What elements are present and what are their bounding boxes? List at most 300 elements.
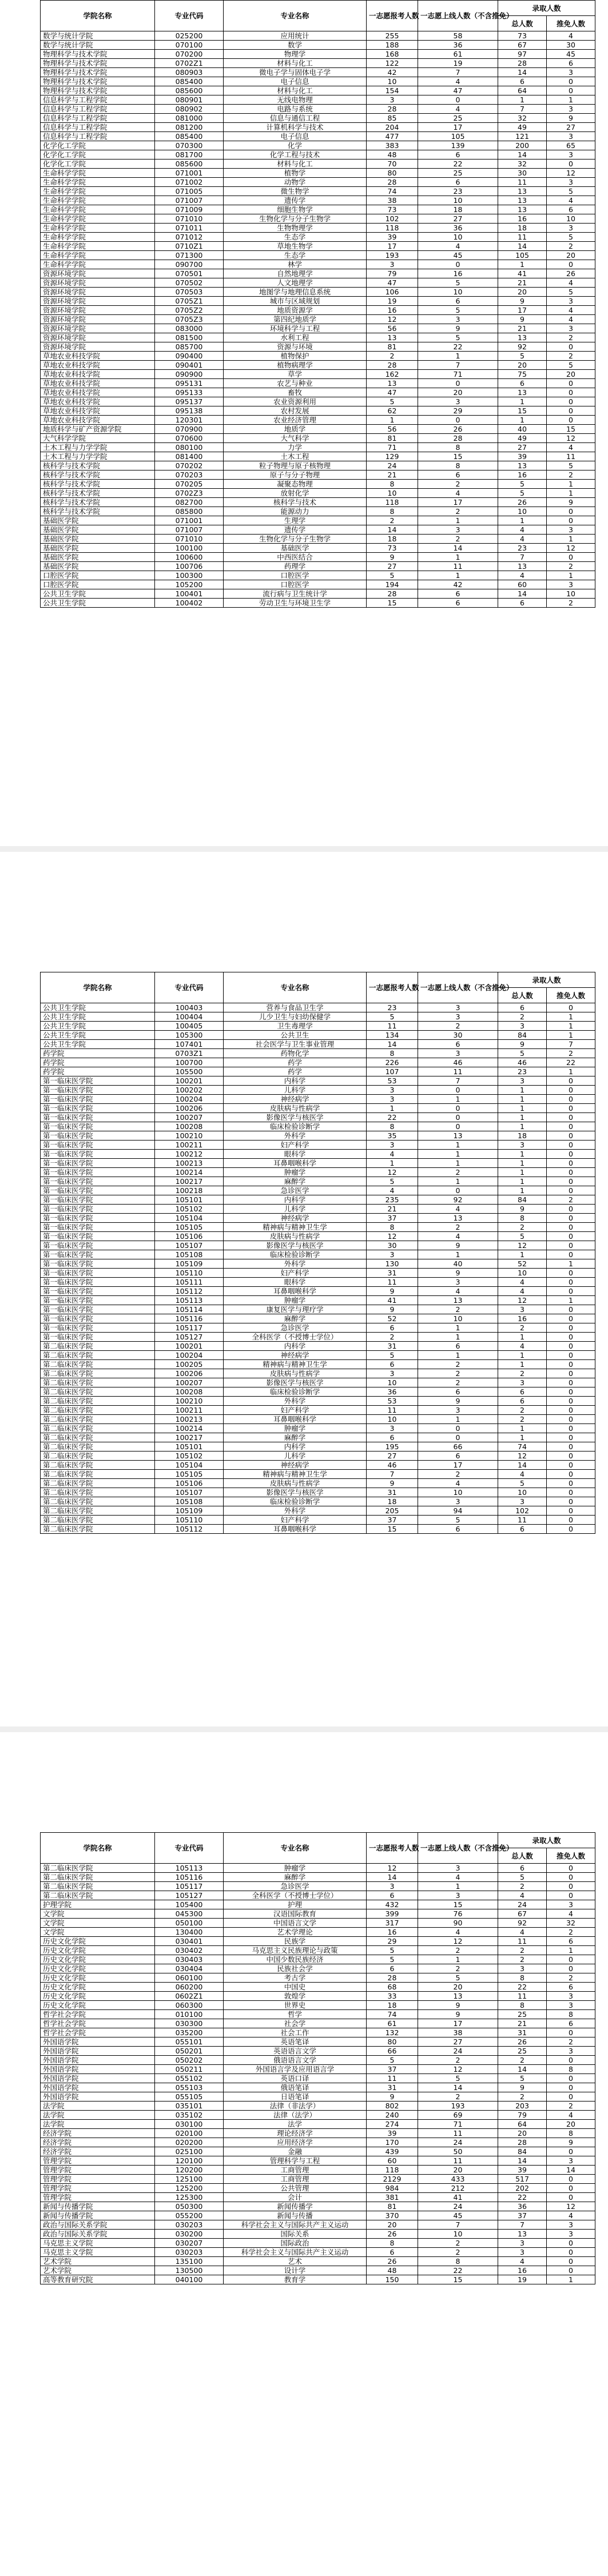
- cell-recommended: 10: [547, 214, 595, 224]
- table-row: [41, 2001, 595, 2010]
- cell-college: 历史文化学院: [41, 1955, 155, 1964]
- cell-major: 麻醉学: [224, 1873, 367, 1882]
- cell-college: 生命科学学院: [41, 224, 155, 233]
- table-row: [41, 2010, 595, 2019]
- cell-code: 105117: [155, 1323, 224, 1333]
- cell-college: 生命科学学院: [41, 187, 155, 196]
- cell-above-line: 15: [418, 1900, 498, 1909]
- cell-first-choice: 80: [367, 169, 418, 178]
- cell-above-line: 4: [418, 1479, 498, 1488]
- cell-above-line: 4: [418, 1205, 498, 1214]
- table-row: [41, 2184, 595, 2193]
- table-row: [41, 1369, 595, 1378]
- cell-first-choice: 14: [367, 1040, 418, 1049]
- cell-college: 历史文化学院: [41, 1983, 155, 1992]
- cell-above-line: 2: [418, 1470, 498, 1479]
- cell-first-choice: 14: [367, 525, 418, 535]
- cell-total: 16: [498, 214, 547, 224]
- cell-recommended: 4: [547, 1909, 595, 1919]
- cell-above-line: 14: [418, 544, 498, 553]
- table-row: [41, 2129, 595, 2138]
- cell-first-choice: 8: [367, 507, 418, 516]
- cell-first-choice: 62: [367, 406, 418, 416]
- table-row: [41, 2166, 595, 2175]
- cell-total: 67: [498, 41, 547, 50]
- cell-first-choice: 130: [367, 1259, 418, 1269]
- cell-major: 社会医学与卫生事业管理: [224, 1040, 367, 1049]
- cell-first-choice: 81: [367, 434, 418, 443]
- cell-total: 1: [498, 1351, 547, 1360]
- cell-above-line: 0: [418, 1113, 498, 1122]
- cell-above-line: 14: [418, 2083, 498, 2092]
- cell-first-choice: 3: [367, 1250, 418, 1259]
- cell-college: 草地农业科技学院: [41, 397, 155, 406]
- cell-first-choice: 477: [367, 132, 418, 141]
- header-recommended: 推免人数: [547, 988, 595, 1003]
- cell-major: 工商管理: [224, 2166, 367, 2175]
- table-page-2: [40, 972, 595, 1534]
- table-row: [41, 251, 595, 260]
- cell-code: 095133: [155, 388, 224, 397]
- cell-code: 071002: [155, 178, 224, 187]
- cell-above-line: 9: [418, 1269, 498, 1278]
- cell-first-choice: 17: [367, 242, 418, 251]
- cell-above-line: 0: [418, 1122, 498, 1131]
- cell-major: 药学: [224, 1067, 367, 1076]
- cell-recommended: 0: [547, 86, 595, 95]
- cell-code: 105108: [155, 1497, 224, 1506]
- cell-major: 城市与区域规划: [224, 297, 367, 306]
- cell-recommended: 0: [547, 1506, 595, 1516]
- table-row: [41, 2220, 595, 2230]
- cell-recommended: 2: [547, 352, 595, 361]
- cell-major: 凝聚态物理: [224, 480, 367, 489]
- cell-college: 历史文化学院: [41, 2001, 155, 2010]
- cell-recommended: 12: [547, 2202, 595, 2211]
- cell-major: 大气科学: [224, 434, 367, 443]
- cell-major: 法律（法学）: [224, 2111, 367, 2120]
- cell-college: 生命科学学院: [41, 242, 155, 251]
- table-row: [41, 169, 595, 178]
- table-row: [41, 1104, 595, 1113]
- cell-major: 俄语语言文学: [224, 2056, 367, 2065]
- cell-recommended: 1: [547, 1031, 595, 1040]
- cell-code: 100201: [155, 1342, 224, 1351]
- table-row: [41, 1003, 595, 1012]
- table-page-3: [40, 1832, 595, 2284]
- cell-total: 4: [498, 1287, 547, 1296]
- cell-total: 3: [498, 2239, 547, 2248]
- cell-recommended: 0: [547, 1964, 595, 1973]
- cell-above-line: 50: [418, 2147, 498, 2156]
- table-row: [41, 470, 595, 480]
- cell-total: 60: [498, 580, 547, 589]
- cell-code: 100100: [155, 544, 224, 553]
- cell-first-choice: 28: [367, 361, 418, 370]
- cell-first-choice: 18: [367, 1497, 418, 1506]
- cell-first-choice: 56: [367, 324, 418, 333]
- cell-recommended: 2: [547, 470, 595, 480]
- cell-total: 1: [498, 397, 547, 406]
- cell-major: 应用经济学: [224, 2138, 367, 2147]
- cell-first-choice: 5: [367, 1946, 418, 1955]
- cell-code: 100213: [155, 1159, 224, 1168]
- cell-above-line: 2: [418, 2239, 498, 2248]
- cell-total: 6: [498, 1387, 547, 1397]
- cell-major: 口腔医学: [224, 580, 367, 589]
- cell-code: 030402: [155, 1946, 224, 1955]
- cell-recommended: 1: [547, 1296, 595, 1305]
- cell-college: 生命科学学院: [41, 214, 155, 224]
- cell-first-choice: 9: [367, 553, 418, 562]
- cell-above-line: 71: [418, 370, 498, 379]
- cell-code: 100706: [155, 562, 224, 571]
- cell-above-line: 6: [418, 1387, 498, 1397]
- table-row: [41, 1278, 595, 1287]
- table-row: [41, 489, 595, 498]
- cell-major: 法学: [224, 2120, 367, 2129]
- cell-first-choice: 6: [367, 2248, 418, 2257]
- cell-code: 107401: [155, 1040, 224, 1049]
- cell-recommended: 0: [547, 1882, 595, 1891]
- cell-first-choice: 5: [367, 571, 418, 580]
- table-row: [41, 2175, 595, 2184]
- cell-recommended: 2: [547, 562, 595, 571]
- cell-code: 100211: [155, 1141, 224, 1150]
- cell-code: 105102: [155, 1205, 224, 1214]
- cell-code: 105117: [155, 1882, 224, 1891]
- cell-recommended: 3: [547, 105, 595, 114]
- table-row: [41, 1378, 595, 1387]
- table-row: [41, 141, 595, 150]
- cell-first-choice: 381: [367, 2193, 418, 2202]
- cell-total: 1: [498, 1333, 547, 1342]
- cell-total: 25: [498, 2047, 547, 2056]
- cell-major: 管理科学与工程: [224, 2156, 367, 2166]
- cell-above-line: 38: [418, 2028, 498, 2037]
- cell-college: 第二临床医学院: [41, 1424, 155, 1433]
- cell-above-line: 105: [418, 132, 498, 141]
- cell-above-line: 1: [418, 1177, 498, 1186]
- cell-above-line: 71: [418, 2120, 498, 2129]
- cell-recommended: 0: [547, 1424, 595, 1433]
- cell-total: 40: [498, 425, 547, 434]
- cell-recommended: 0: [547, 1497, 595, 1506]
- cell-recommended: 1: [547, 1012, 595, 1022]
- cell-above-line: 13: [418, 1296, 498, 1305]
- cell-college: 资源环境学院: [41, 342, 155, 352]
- cell-recommended: 3: [547, 1992, 595, 2001]
- cell-total: 1: [498, 1250, 547, 1259]
- cell-code: 081000: [155, 114, 224, 123]
- table-row: [41, 178, 595, 187]
- cell-total: 14: [498, 2156, 547, 2166]
- cell-total: 13: [498, 388, 547, 397]
- table-row: [41, 278, 595, 288]
- cell-college: 公共卫生学院: [41, 589, 155, 599]
- cell-first-choice: 12: [367, 1168, 418, 1177]
- cell-above-line: 92: [418, 1195, 498, 1205]
- cell-code: 071001: [155, 516, 224, 525]
- cell-total: 2: [498, 2092, 547, 2102]
- cell-recommended: 4: [547, 31, 595, 41]
- cell-college: 第一临床医学院: [41, 1095, 155, 1104]
- cell-first-choice: 81: [367, 2202, 418, 2211]
- table-row: [41, 1983, 595, 1992]
- cell-recommended: 2: [547, 1195, 595, 1205]
- cell-recommended: 22: [547, 1058, 595, 1067]
- cell-above-line: 19: [418, 59, 498, 68]
- cell-college: 草地农业科技学院: [41, 370, 155, 379]
- cell-above-line: 1: [418, 1159, 498, 1168]
- cell-college: 大气科学学院: [41, 434, 155, 443]
- cell-first-choice: 31: [367, 1269, 418, 1278]
- cell-first-choice: 11: [367, 1406, 418, 1415]
- cell-college: 草地农业科技学院: [41, 388, 155, 397]
- cell-above-line: 25: [418, 114, 498, 123]
- cell-major: 英语口译: [224, 2074, 367, 2083]
- cell-above-line: 0: [418, 416, 498, 425]
- table-row: [41, 1351, 595, 1360]
- cell-code: 105106: [155, 1232, 224, 1241]
- cell-major: 俄语笔译: [224, 2083, 367, 2092]
- cell-college: 基础医学院: [41, 553, 155, 562]
- cell-college: 信息科学与工程学院: [41, 114, 155, 123]
- cell-total: 2: [498, 1369, 547, 1378]
- cell-recommended: 9: [547, 114, 595, 123]
- cell-major: 公共卫生: [224, 1031, 367, 1040]
- table-row: [41, 406, 595, 416]
- cell-above-line: 22: [418, 159, 498, 169]
- cell-major: 中国语言文学: [224, 1919, 367, 1928]
- cell-first-choice: 204: [367, 123, 418, 132]
- cell-first-choice: 3: [367, 1424, 418, 1433]
- cell-college: 第二临床医学院: [41, 1342, 155, 1351]
- cell-first-choice: 168: [367, 50, 418, 59]
- cell-college: 信息科学与工程学院: [41, 123, 155, 132]
- cell-above-line: 94: [418, 1506, 498, 1516]
- cell-college: 法学院: [41, 2120, 155, 2129]
- cell-recommended: 3: [547, 2001, 595, 2010]
- cell-college: 生命科学学院: [41, 260, 155, 269]
- cell-major: 耳鼻咽喉科学: [224, 1287, 367, 1296]
- cell-major: 康复医学与理疗学: [224, 1305, 367, 1314]
- cell-college: 第一临床医学院: [41, 1122, 155, 1131]
- cell-code: 070203: [155, 470, 224, 480]
- cell-recommended: 1: [547, 95, 595, 105]
- cell-code: 030100: [155, 2120, 224, 2129]
- cell-total: 49: [498, 123, 547, 132]
- cell-code: 0702Z1: [155, 59, 224, 68]
- cell-recommended: 65: [547, 141, 595, 150]
- cell-above-line: 11: [418, 1067, 498, 1076]
- cell-college: 信息科学与工程学院: [41, 95, 155, 105]
- cell-total: 13: [498, 461, 547, 470]
- cell-recommended: 4: [547, 2111, 595, 2120]
- table-row: [41, 68, 595, 77]
- cell-total: 1: [498, 1360, 547, 1369]
- table-row: [41, 288, 595, 297]
- cell-total: 7: [498, 105, 547, 114]
- cell-major: 材料与化工: [224, 59, 367, 68]
- cell-first-choice: 8: [367, 1223, 418, 1232]
- cell-above-line: 2: [418, 1305, 498, 1314]
- cell-total: 3: [498, 1141, 547, 1150]
- cell-college: 第二临床医学院: [41, 1461, 155, 1470]
- cell-total: 1: [498, 416, 547, 425]
- cell-code: 105105: [155, 1223, 224, 1232]
- cell-major: 临床检验诊断学: [224, 1497, 367, 1506]
- cell-recommended: 0: [547, 1864, 595, 1873]
- cell-above-line: 0: [418, 1186, 498, 1195]
- cell-first-choice: 14: [367, 1873, 418, 1882]
- cell-recommended: 0: [547, 1525, 595, 1534]
- cell-first-choice: 28: [367, 178, 418, 187]
- cell-major: 临床检验诊断学: [224, 1387, 367, 1397]
- cell-code: 105113: [155, 1864, 224, 1873]
- cell-first-choice: 71: [367, 443, 418, 452]
- cell-code: 080100: [155, 443, 224, 452]
- cell-recommended: 0: [547, 1278, 595, 1287]
- cell-major: 肿瘤学: [224, 1424, 367, 1433]
- cell-college: 公共卫生学院: [41, 599, 155, 608]
- cell-major: 计算机科学与技术: [224, 123, 367, 132]
- cell-first-choice: 41: [367, 1296, 418, 1305]
- cell-code: 071005: [155, 187, 224, 196]
- cell-code: 060100: [155, 1973, 224, 1983]
- cell-college: 药学院: [41, 1067, 155, 1076]
- cell-total: 10: [498, 507, 547, 516]
- cell-above-line: 9: [418, 2001, 498, 2010]
- cell-first-choice: 5: [367, 1012, 418, 1022]
- cell-major: 中国史: [224, 1983, 367, 1992]
- cell-above-line: 6: [418, 178, 498, 187]
- cell-recommended: 3: [547, 324, 595, 333]
- cell-major: 外科学: [224, 1397, 367, 1406]
- cell-recommended: 0: [547, 1177, 595, 1186]
- cell-total: 10: [498, 1488, 547, 1497]
- cell-above-line: 12: [418, 2065, 498, 2074]
- cell-code: 030203: [155, 2220, 224, 2230]
- table-row: [41, 1177, 595, 1186]
- cell-code: 100403: [155, 1003, 224, 1012]
- header-first-choice: 一志愿报考人数: [367, 972, 418, 1003]
- table-row: [41, 1241, 595, 1250]
- cell-total: 1: [498, 1433, 547, 1442]
- cell-above-line: 3: [418, 525, 498, 535]
- cell-first-choice: 48: [367, 2266, 418, 2275]
- cell-first-choice: 74: [367, 187, 418, 196]
- cell-total: 41: [498, 269, 547, 278]
- cell-first-choice: 170: [367, 2138, 418, 2147]
- cell-major: 生态学: [224, 233, 367, 242]
- cell-major: 无线电物理: [224, 95, 367, 105]
- cell-code: 100212: [155, 1150, 224, 1159]
- cell-above-line: 7: [418, 68, 498, 77]
- cell-recommended: 14: [547, 2166, 595, 2175]
- cell-first-choice: 46: [367, 1461, 418, 1470]
- cell-code: 095131: [155, 379, 224, 388]
- table-row: [41, 1232, 595, 1241]
- table-row: [41, 525, 595, 535]
- cell-major: 设计学: [224, 2266, 367, 2275]
- cell-code: 071300: [155, 251, 224, 260]
- header-college: 学院名称: [41, 1833, 155, 1864]
- cell-total: 200: [498, 141, 547, 150]
- cell-college: 基础医学院: [41, 516, 155, 525]
- cell-first-choice: 3: [367, 260, 418, 269]
- cell-code: 080902: [155, 105, 224, 114]
- cell-code: 020100: [155, 2129, 224, 2138]
- table-row: [41, 196, 595, 205]
- cell-above-line: 8: [418, 461, 498, 470]
- cell-college: 第二临床医学院: [41, 1369, 155, 1378]
- cell-total: 1: [498, 1168, 547, 1177]
- cell-above-line: 1: [418, 553, 498, 562]
- cell-recommended: 0: [547, 388, 595, 397]
- cell-above-line: 2: [418, 1369, 498, 1378]
- cell-first-choice: 21: [367, 1205, 418, 1214]
- cell-major: 儿科学: [224, 1452, 367, 1461]
- table-row: [41, 1406, 595, 1415]
- cell-first-choice: 106: [367, 288, 418, 297]
- cell-recommended: 0: [547, 159, 595, 169]
- cell-major: 肿瘤学: [224, 1864, 367, 1873]
- cell-above-line: 1: [418, 1095, 498, 1104]
- cell-first-choice: 195: [367, 1442, 418, 1452]
- cell-code: 010100: [155, 2010, 224, 2019]
- cell-code: 070202: [155, 461, 224, 470]
- cell-total: 1: [498, 1159, 547, 1168]
- cell-above-line: 8: [418, 2257, 498, 2266]
- cell-first-choice: 802: [367, 2102, 418, 2111]
- cell-above-line: 2: [418, 1378, 498, 1387]
- cell-above-line: 3: [418, 1278, 498, 1287]
- cell-major: 神经病学: [224, 1214, 367, 1223]
- cell-recommended: 0: [547, 2092, 595, 2102]
- cell-college: 外国语学院: [41, 2092, 155, 2102]
- cell-first-choice: 9: [367, 1287, 418, 1296]
- cell-college: 第二临床医学院: [41, 1864, 155, 1873]
- cell-recommended: 15: [547, 425, 595, 434]
- cell-major: 护理: [224, 1900, 367, 1909]
- table-row: [41, 1937, 595, 1946]
- cell-major: 肿瘤学: [224, 1296, 367, 1305]
- cell-total: 18: [498, 224, 547, 233]
- table-row: [41, 1360, 595, 1369]
- cell-code: 105109: [155, 1506, 224, 1516]
- cell-college: 第二临床医学院: [41, 1488, 155, 1497]
- table-row: [41, 306, 595, 315]
- cell-total: 13: [498, 333, 547, 342]
- cell-first-choice: 15: [367, 1525, 418, 1534]
- table-row: [41, 2092, 595, 2102]
- cell-above-line: 69: [418, 2111, 498, 2120]
- cell-recommended: 0: [547, 2239, 595, 2248]
- cell-total: 5: [498, 1479, 547, 1488]
- cell-first-choice: 1: [367, 1104, 418, 1113]
- cell-total: 21: [498, 278, 547, 288]
- cell-above-line: 1: [418, 1141, 498, 1150]
- cell-college: 生命科学学院: [41, 178, 155, 187]
- cell-total: 75: [498, 370, 547, 379]
- table-row: [41, 1031, 595, 1040]
- cell-first-choice: 38: [367, 196, 418, 205]
- cell-above-line: 7: [418, 2220, 498, 2230]
- cell-total: 13: [498, 205, 547, 214]
- cell-major: 哲学: [224, 2010, 367, 2019]
- cell-major: 农艺与种业: [224, 379, 367, 388]
